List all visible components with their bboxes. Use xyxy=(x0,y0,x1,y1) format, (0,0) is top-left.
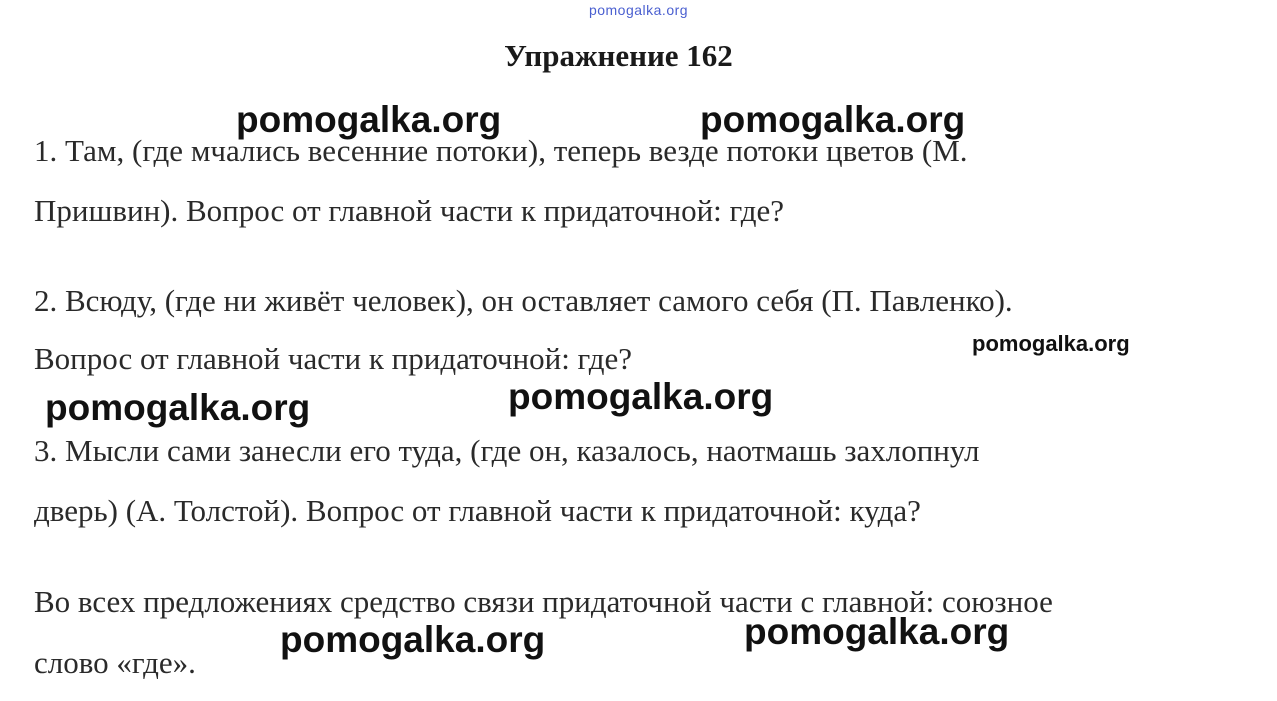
watermark: pomogalka.org xyxy=(508,376,774,417)
item2-line1: 2. Всюду, (где ни живёт человек), он оставляет самого себя (П. Павленко). xyxy=(34,283,1013,318)
item1-line1: 1. Там, (где мчались весенние потоки), теперь везде потоки цветов (М. xyxy=(34,133,968,168)
summary-line1: Во всех предложениях средство связи придаточной части с главной: союзное xyxy=(34,584,1053,619)
item3-line1: 3. Мысли сами занесли его туда, (где он, казалось, наотмашь захлопнул xyxy=(34,433,980,468)
item2-line2: Вопрос от главной части к придаточной: где? xyxy=(34,341,633,376)
summary-line2: слово «где». xyxy=(34,645,196,680)
exercise-title: Упражнение 162 xyxy=(504,38,733,73)
watermark: pomogalka.org xyxy=(45,387,311,428)
watermark: pomogalka.org xyxy=(280,619,546,660)
watermark: pomogalka.org xyxy=(700,99,966,140)
item1-line2: Пришвин). Вопрос от главной части к придаточной: где? xyxy=(34,193,785,228)
site-url-header: pomogalka.org xyxy=(588,2,689,18)
item3-line2: дверь) (А. Толстой). Вопрос от главной части к придаточной: куда? xyxy=(34,493,921,528)
watermark: pomogalka.org xyxy=(236,99,502,140)
watermark: pomogalka.org xyxy=(972,331,1130,356)
watermark: pomogalka.org xyxy=(744,611,1010,652)
